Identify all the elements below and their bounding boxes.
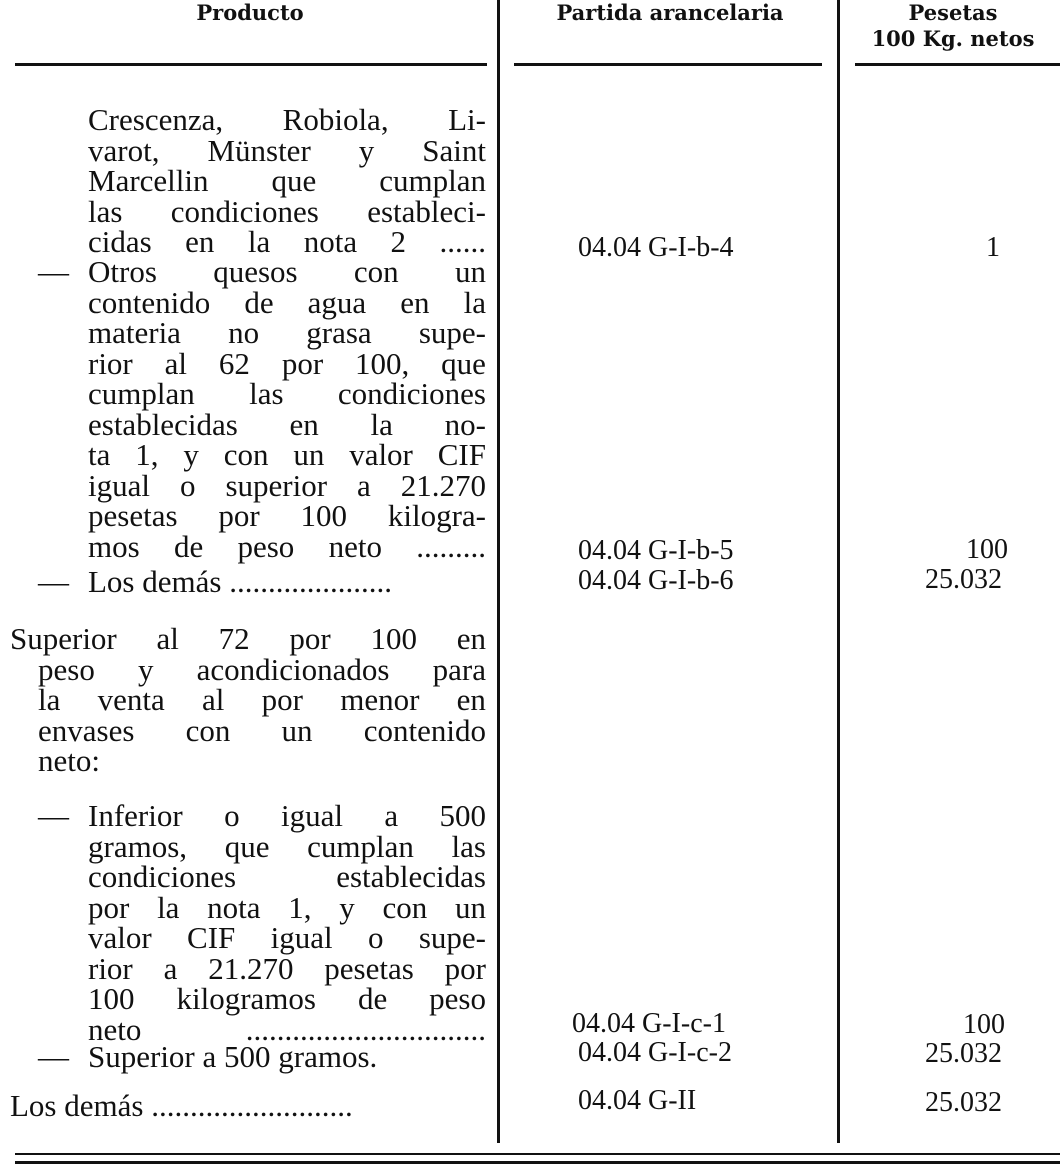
bottom-rule-top bbox=[15, 1153, 1060, 1155]
superior-line: envases con un contenido bbox=[38, 712, 486, 748]
code-g-i-b-6: 04.04 G-I-b-6 bbox=[578, 565, 734, 596]
otros-line: materia no grasa supe- bbox=[88, 315, 486, 350]
inferior-line: 100 kilogramos de peso bbox=[88, 981, 486, 1016]
column-divider-1 bbox=[497, 0, 500, 1143]
bottom-rule-bottom bbox=[15, 1161, 1060, 1164]
dash-superior-500: — bbox=[38, 1039, 69, 1074]
otros-line: Otros quesos con un bbox=[88, 254, 486, 289]
superior-line: neto: bbox=[38, 743, 100, 778]
text-superior-500: Superior a 500 gramos. bbox=[88, 1039, 378, 1074]
value-g-i-b-6: 25.032 bbox=[925, 564, 1002, 595]
otros-line: mos de peso neto ......... bbox=[88, 528, 486, 564]
text-los-demas-2: Los demás .......................... bbox=[10, 1088, 353, 1123]
crescenza-line: Marcellin que cumplan bbox=[88, 163, 486, 198]
crescenza-line: las condiciones estableci- bbox=[88, 193, 486, 229]
column-divider-2 bbox=[837, 0, 840, 1143]
superior-line: Superior al 72 por 100 en bbox=[10, 621, 486, 656]
header-rule-pesetas bbox=[855, 63, 1060, 66]
otros-line: ta 1, y con un valor CIF bbox=[88, 437, 486, 472]
dash-inferior: — bbox=[38, 798, 69, 833]
superior-line: peso y acondicionados para bbox=[38, 651, 486, 687]
code-g-ii: 04.04 G-II bbox=[578, 1085, 697, 1116]
dash-los-demas-1: — bbox=[38, 564, 69, 599]
value-g-i-c-2: 25.032 bbox=[925, 1038, 1002, 1069]
dash-otros: — bbox=[38, 254, 69, 289]
header-partida: Partida arancelaria bbox=[556, 0, 784, 25]
crescenza-line: cidas en la nota 2 ...... bbox=[88, 224, 486, 259]
text-los-demas-1: Los demás ..................... bbox=[88, 564, 392, 599]
inferior-line: Inferior o igual a 500 bbox=[88, 798, 486, 833]
otros-line: igual o superior a 21.270 bbox=[88, 467, 486, 503]
header-rule-producto bbox=[15, 63, 487, 66]
inferior-line: por la nota 1, y con un bbox=[88, 889, 486, 925]
header-pesetas-line2: 100 Kg. netos bbox=[871, 26, 1035, 51]
otros-line: cumplan las condiciones bbox=[88, 376, 486, 411]
crescenza-line: Crescenza, Robiola, Li- bbox=[88, 102, 486, 137]
code-g-i-b-5: 04.04 G-I-b-5 bbox=[578, 535, 734, 566]
superior-line: la venta al por menor en bbox=[38, 682, 486, 717]
inferior-line: rior a 21.270 pesetas por bbox=[88, 950, 486, 986]
header-producto: Producto bbox=[196, 0, 304, 25]
otros-line: rior al 62 por 100, que bbox=[88, 345, 486, 381]
header-rule-partida bbox=[514, 63, 822, 66]
code-g-i-c-2: 04.04 G-I-c-2 bbox=[578, 1037, 732, 1068]
crescenza-line: varot, Münster y Saint bbox=[88, 132, 486, 168]
header-pesetas-line1: Pesetas bbox=[908, 0, 998, 25]
value-g-i-c-1: 100 bbox=[963, 1009, 1005, 1040]
code-g-i-b-4: 04.04 G-I-b-4 bbox=[578, 232, 734, 263]
otros-line: pesetas por 100 kilogra- bbox=[88, 498, 486, 533]
inferior-line: gramos, que cumplan las bbox=[88, 828, 486, 864]
otros-line: contenido de agua en la bbox=[88, 284, 486, 320]
inferior-line: valor CIF igual o supe- bbox=[88, 920, 486, 955]
value-g-ii: 25.032 bbox=[925, 1087, 1002, 1118]
inferior-line: condiciones establecidas bbox=[88, 859, 486, 894]
otros-line: establecidas en la no- bbox=[88, 406, 486, 442]
value-g-i-b-4: 1 bbox=[986, 232, 1000, 263]
inferior-line: neto ............................... bbox=[88, 1011, 486, 1047]
code-g-i-c-1: 04.04 G-I-c-1 bbox=[572, 1008, 726, 1039]
value-g-i-b-5: 100 bbox=[966, 534, 1008, 565]
